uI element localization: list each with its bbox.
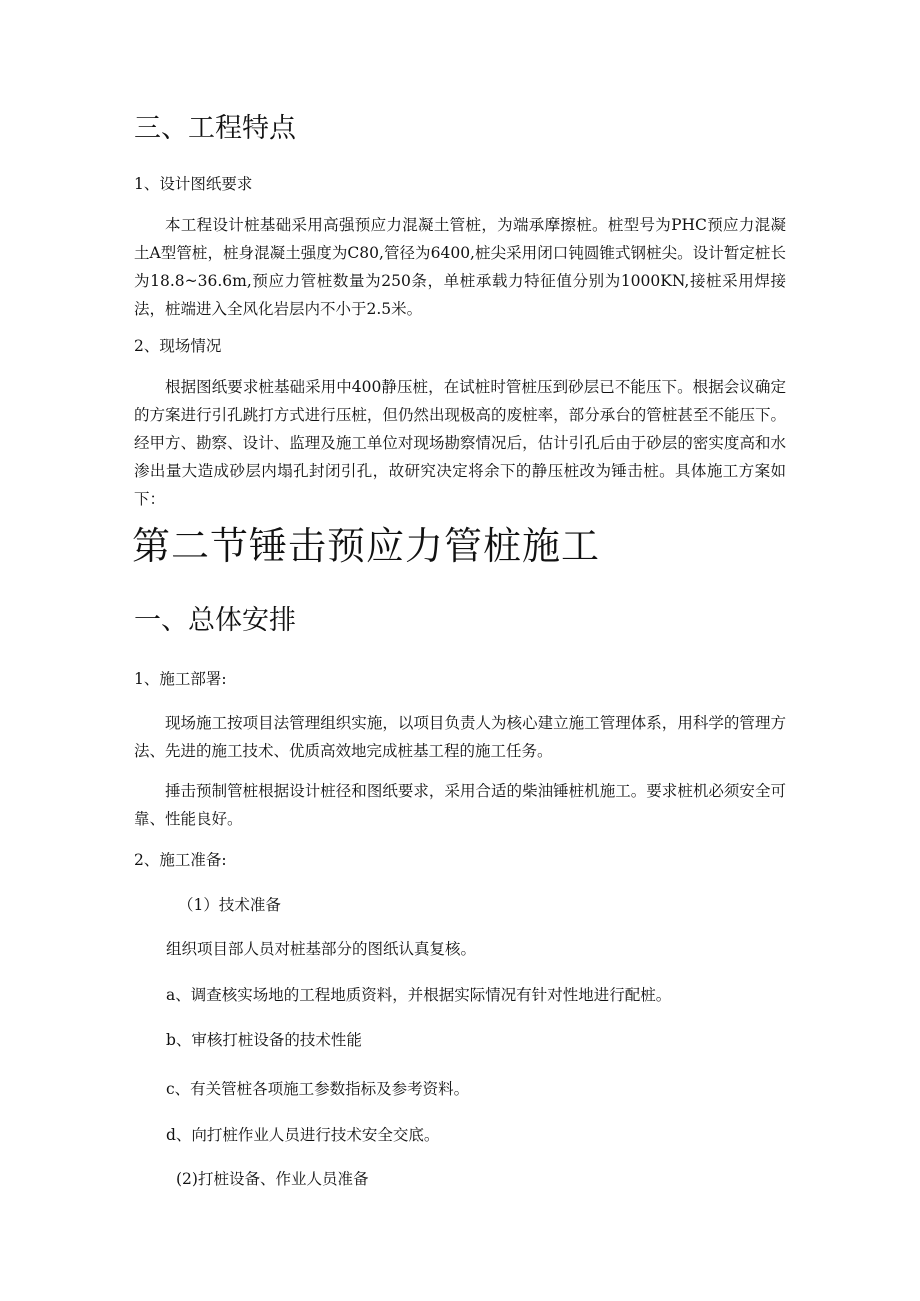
tech-prep-title: （1）技术准备 xyxy=(178,896,281,914)
tech-prep-item-c: c、有关管桩各项施工参数指标及参考资料。 xyxy=(166,1080,470,1098)
section-1-heading: 一、总体安排 xyxy=(134,605,296,636)
tech-prep-item-a: a、调查核实场地的工程地质资料，并根据实际情况有针对性地进行配桩。 xyxy=(166,986,672,1004)
item-1-title: 1、设计图纸要求 xyxy=(134,175,253,193)
item-2-body: 根据图纸要求桩基础采用中400静压桩，在试桩时管桩压到砂层已不能压下。根据会议确定的方案进行引孔跳打方式进行压桩，但仍然出现极高的废桩率，部分承台的管桩甚至不能压下。经甲方、勘察、设计、监理及施工单位对现场勘察情况后，估计引孔后由于砂层的密实度高和水渗出量大造成砂层内塌孔封闭引孔，故研究决定将余下的静压桩改为锤击桩。具体施工方案如下： xyxy=(134,378,786,508)
tech-prep-intro: 组织项目部人员对桩基部分的图纸认真复核。 xyxy=(166,940,477,958)
item-1-body: 本工程设计桩基础采用高强预应力混凝土管桩，为端承摩擦桩。桩型号为PHC预应力混凝土A型管桩，桩身混凝土强度为C80,管径为6400,桩尖采用闭口钝圆锥式钢桩尖。设计暂定桩长为18.8~36.6m,预应力管桩数量为250条，单桩承载力特征值分别为1000KN,接桩采用焊接法，桩端进入全风化岩层内不小于2.5米。 xyxy=(134,216,786,318)
deploy-paragraph-2: 捶击预制管桩根据设计桩径和图纸要求，采用合适的柴油锤桩机施工。要求桩机必须安全可靠、性能良好。 xyxy=(134,782,786,828)
chapter-2-heading: 第二节锤击预应力管桩施工 xyxy=(132,524,601,568)
tech-prep-item-d: d、向打桩作业人员进行技术安全交底。 xyxy=(166,1126,440,1144)
deploy-paragraph-1: 现场施工按项目法管理组织实施，以项目负责人为核心建立施工管理体系，用科学的管理方法、先进的施工技术、优质高效地完成桩基工程的施工任务。 xyxy=(134,714,786,760)
deploy-title: 1、施工部署: xyxy=(134,670,227,688)
equipment-prep-title: (2)打桩设备、作业人员准备 xyxy=(176,1170,369,1188)
tech-prep-item-b: b、审核打桩设备的技术性能 xyxy=(166,1031,362,1049)
section-3-heading: 三、工程特点 xyxy=(134,113,296,144)
item-2-title: 2、现场情况 xyxy=(134,337,222,355)
prep-title: 2、施工准备: xyxy=(134,851,227,869)
